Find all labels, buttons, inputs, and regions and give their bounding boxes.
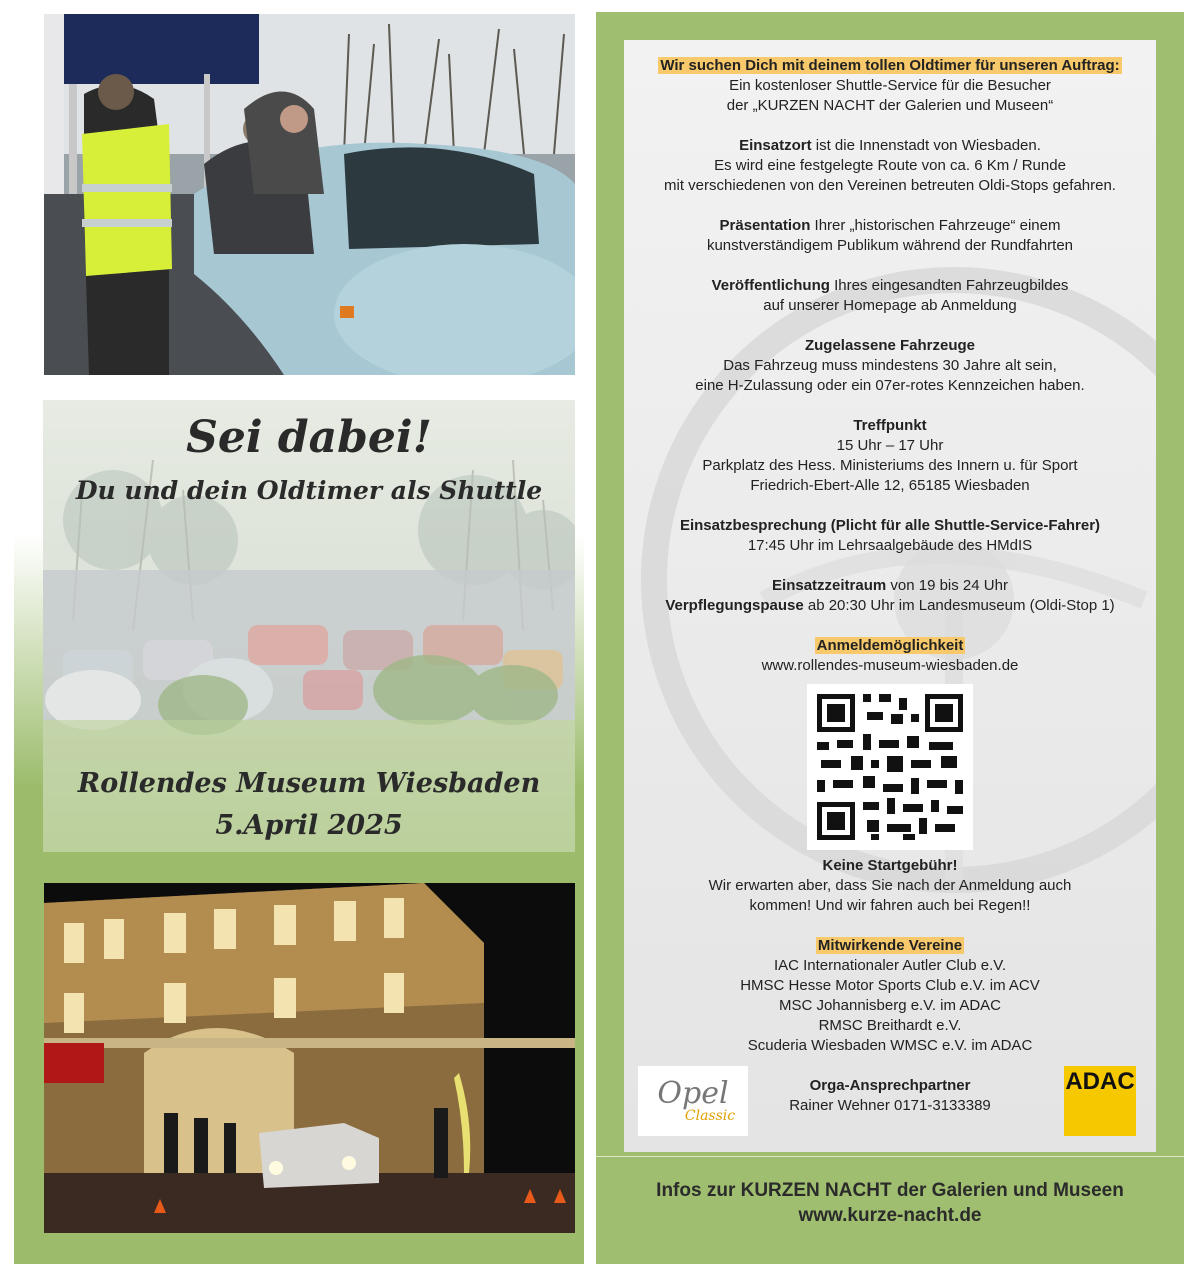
intro-line-2: der „KURZEN NACHT der Galerien und Museen“ xyxy=(726,97,1054,114)
besprechung-text: 17:45 Uhr im Lehrsaalgebäude des HMdIS xyxy=(747,537,1033,554)
info-panel xyxy=(624,40,1156,1152)
promo-date: 5.April 2025 xyxy=(215,810,403,841)
einsatzort-line-2: Es wird eine festgelegte Route von ca. 6 Km / Runde xyxy=(714,157,1066,174)
praesentation-line-2: kunstverständigem Publikum während der Rundfahrten xyxy=(706,237,1074,254)
treffpunkt-place: Parkplatz des Hess. Ministeriums des Innern u. für Sport xyxy=(702,457,1078,474)
fahrzeuge-line-2: eine H-Zulassung oder ein 07er-rotes Kennzeichen haben. xyxy=(695,377,1085,394)
verein-item: RMSC Breithardt e.V. xyxy=(818,1017,962,1034)
verein-item: HMSC Hesse Motor Sports Club e.V. im ACV xyxy=(740,977,1040,994)
orga-label: Orga-Ansprechpartner xyxy=(809,1077,971,1094)
promo-subtitle: Du und dein Oldtimer als Shuttle xyxy=(75,476,543,505)
veroeffentlichung: Veröffentlichung Ihres eingesandten Fahrzeugbildes xyxy=(711,277,1069,294)
besprechung-label: Einsatzbesprechung (Plicht für alle Shuttle-Service-Fahrer) xyxy=(679,517,1101,534)
footer-url[interactable]: www.kurze-nacht.de xyxy=(798,1205,982,1226)
qr-code xyxy=(807,684,973,850)
opel-classic-logo: Opel Classic xyxy=(638,1066,748,1136)
gebuehr-line-1: Wir erwarten aber, dass Sie nach der Anmeldung auch xyxy=(708,877,1072,894)
headline: Wir suchen Dich mit deinem tollen Oldtimer für unseren Auftrag: xyxy=(660,57,1120,74)
intro-line-1: Ein kostenloser Shuttle-Service für die Besucher xyxy=(729,77,1051,94)
promo-organizer: Rollendes Museum Wiesbaden xyxy=(77,768,541,799)
gebuehr-label: Keine Startgebühr! xyxy=(822,857,958,874)
fahrzeuge-line-1: Das Fahrzeug muss mindestens 30 Jahre alt sein, xyxy=(723,357,1057,374)
promo-title: Sei dabei! xyxy=(186,412,432,463)
fahrzeuge-label: Zugelassene Fahrzeuge xyxy=(804,337,976,354)
photo-oldtimer-event xyxy=(44,14,575,375)
einsatzort: Einsatzort ist die Innenstadt von Wiesbaden. xyxy=(739,137,1041,154)
verein-item: Scuderia Wiesbaden WMSC e.V. im ADAC xyxy=(747,1037,1033,1054)
treffpunkt-label: Treffpunkt xyxy=(853,417,927,434)
verpflegungspause: Verpflegungspause ab 20:30 Uhr im Landesmuseum (Oldi-Stop 1) xyxy=(665,597,1115,614)
verein-item: MSC Johannisberg e.V. im ADAC xyxy=(778,997,1002,1014)
vereine-label: Mitwirkende Vereine xyxy=(817,937,963,954)
einsatzzeitraum: Einsatzzeitraum von 19 bis 24 Uhr xyxy=(772,577,1008,594)
anmeldung-url[interactable]: www.rollendes-museum-wiesbaden.de xyxy=(761,657,1019,674)
photo-night-hotel xyxy=(44,883,575,1233)
promo-panel xyxy=(43,400,575,852)
orga-contact: Rainer Wehner 0171-3133389 xyxy=(789,1097,991,1114)
footer-divider xyxy=(596,1156,1184,1157)
gebuehr-line-2: kommen! Und wir fahren auch bei Regen!! xyxy=(749,897,1031,914)
treffpunkt-address: Friedrich-Ebert-Alle 12, 65185 Wiesbaden xyxy=(750,477,1030,494)
adac-logo: ADAC xyxy=(1064,1066,1136,1136)
veroeffentlichung-line-2: auf unserer Homepage ab Anmeldung xyxy=(763,297,1017,314)
treffpunkt-time: 15 Uhr – 17 Uhr xyxy=(836,437,944,454)
anmeldung-label: Anmeldemöglichkeit xyxy=(816,637,964,654)
footer-info: Infos zur KURZEN NACHT der Galerien und Museen xyxy=(656,1180,1124,1201)
verein-item: IAC Internationaler Autler Club e.V. xyxy=(773,957,1007,974)
praesentation: Präsentation Ihrer „historischen Fahrzeuge“ einem xyxy=(719,217,1061,234)
einsatzort-line-3: mit verschiedenen von den Vereinen betreuten Oldi-Stops gefahren. xyxy=(664,177,1116,194)
